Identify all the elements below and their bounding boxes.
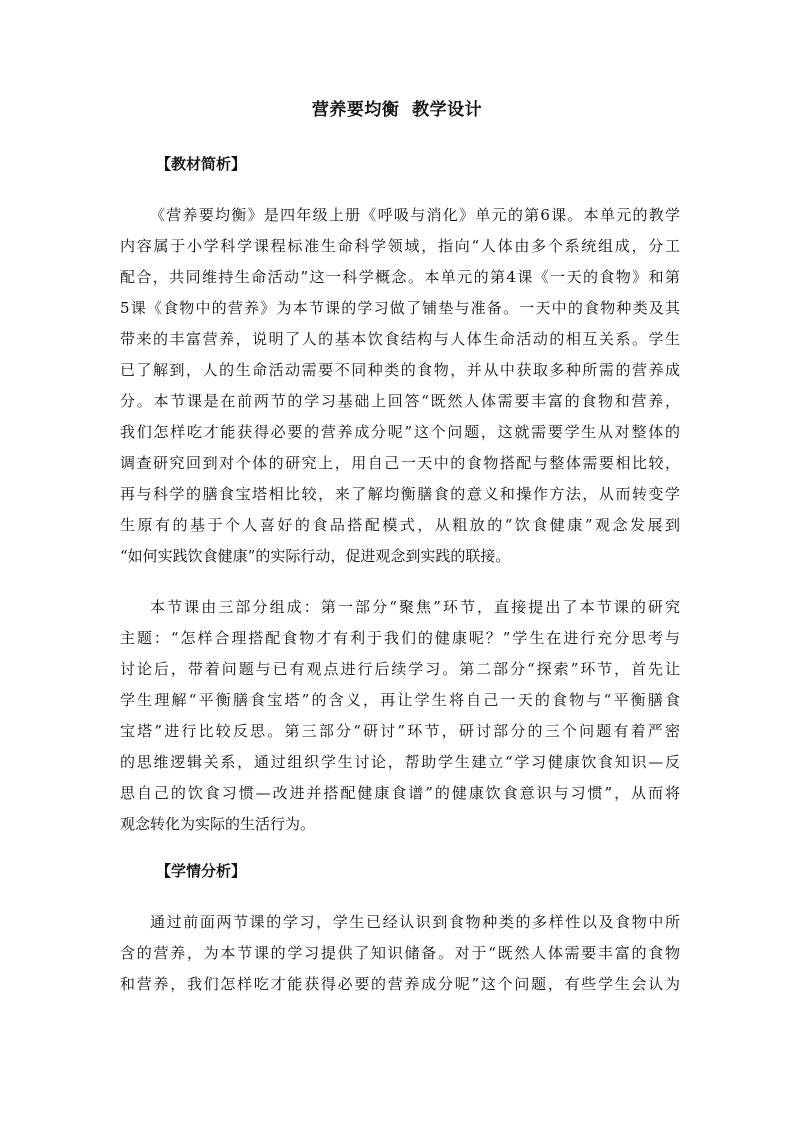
- text-line: 分。本节课是在前两节的学习基础上回答“既然人体需要丰富的食物和营养，: [120, 392, 680, 410]
- text-line: 学生理解“平衡膳食宝塔”的含义，再让学生将自己一天的食物与“平衡膳食: [120, 691, 680, 709]
- text-line: 再与科学的膳食宝塔相比较，来了解均衡膳食的意义和操作方法，从而转变学: [120, 485, 680, 503]
- text-line: 含的营养，为本节课的学习提供了知识储备。对于“既然人体需要丰富的食物: [120, 944, 680, 962]
- text-line: 本节课由三部分组成：第一部分“聚焦”环节，直接提出了本节课的研究: [150, 598, 680, 616]
- paragraph-learner-analysis-1: [120, 907, 680, 1000]
- section-heading-textbook-analysis: 【教材简析】: [156, 155, 247, 173]
- text-line: 配合，共同维持生命活动”这一科学概念。本单元的第4课《一天的食物》和第: [120, 268, 680, 286]
- text-line: 和营养，我们怎样吃才能获得必要的营养成分呢”这个问题，有些学生会认为: [120, 975, 680, 993]
- text-line: 5课《食物中的营养》为本节课的学习做了铺垫与准备。一天中的食物种类及其: [120, 299, 680, 317]
- text-line: “如何实践饮食健康”的实际行动，促进观念到实践的联接。: [120, 547, 511, 565]
- section-heading-learner-analysis: 【学情分析】: [156, 862, 247, 880]
- text-line: 的思维逻辑关系，通过组织学生讨论，帮助学生建立“学习健康饮食知识—反: [120, 753, 680, 771]
- text-line: 《营养要均衡》是四年级上册《呼吸与消化》单元的第6课。本单元的教学: [150, 206, 680, 224]
- text-line: 内容属于小学科学课程标准生命科学领域，指向“人体由多个系统组成，分工: [120, 237, 680, 255]
- text-line: 调查研究回到对个体的研究上，用自己一天中的食物搭配与整体需要相比较，: [120, 454, 680, 472]
- paragraph-textbook-analysis-1: [120, 200, 680, 572]
- paragraph-textbook-analysis-2: [120, 592, 680, 840]
- text-line: 已了解到，人的生命活动需要不同种类的食物，并从中获取多种所需的营养成: [120, 361, 680, 379]
- text-line: 我们怎样吃才能获得必要的营养成分呢”这个问题，这就需要学生从对整体的: [120, 423, 680, 441]
- document-title: 营养要均衡 教学设计: [311, 100, 483, 120]
- text-line: 思自己的饮食习惯—改进并搭配健康食谱”的健康饮食意识与习惯”，从而将: [120, 784, 680, 802]
- text-line: 带来的丰富营养，说明了人的基本饮食结构与人体生命活动的相互关系。学生: [120, 330, 680, 348]
- text-line: 观念转化为实际的生活行为。: [120, 815, 316, 833]
- text-line: 讨论后，带着问题与已有观点进行后续学习。第二部分“探索”环节，首先让: [120, 660, 680, 678]
- text-line: 主题：“怎样合理搭配食物才有利于我们的健康呢？”学生在进行充分思考与: [120, 629, 680, 647]
- text-line: 通过前面两节课的学习，学生已经认识到食物种类的多样性以及食物中所: [150, 913, 680, 931]
- text-line: 生原有的基于个人喜好的食品搭配模式，从粗放的“饮食健康”观念发展到: [120, 516, 680, 534]
- text-line: 宝塔”进行比较反思。第三部分“研讨”环节，研讨部分的三个问题有着严密: [120, 722, 680, 740]
